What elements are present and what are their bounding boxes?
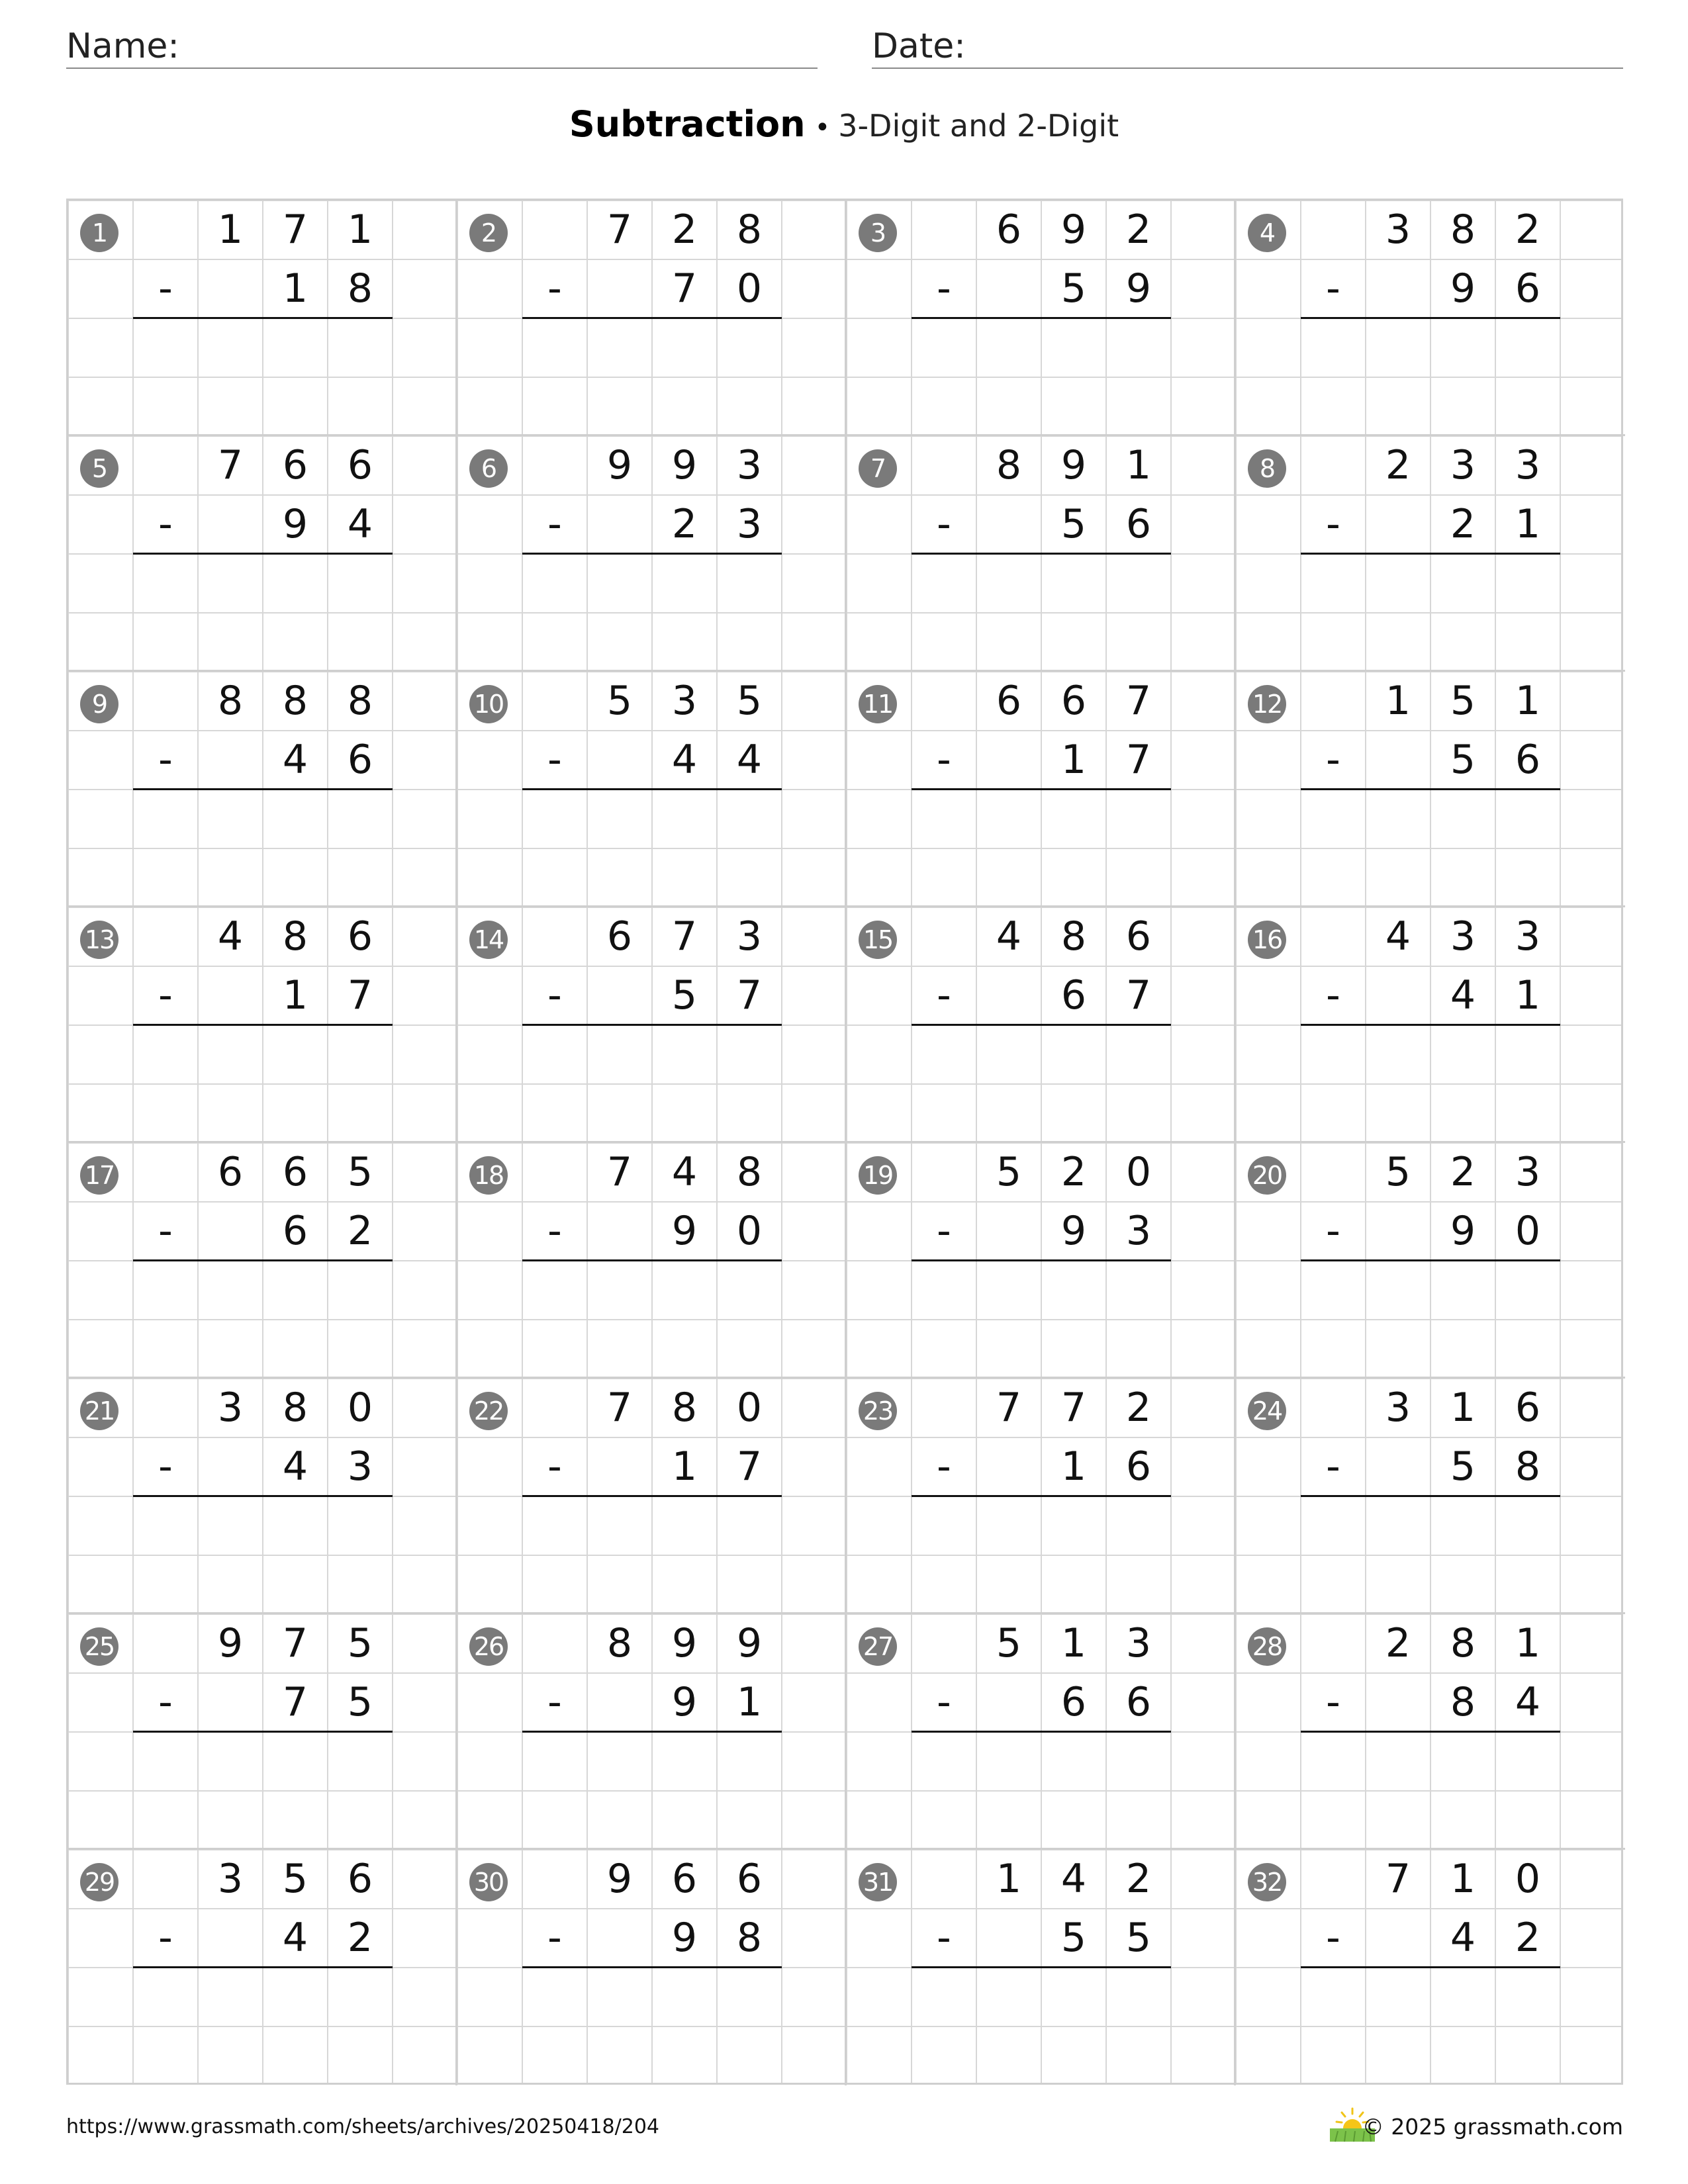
answer-line — [1301, 1024, 1560, 1026]
minuend-digit: 1 — [1515, 1620, 1541, 1666]
minuend-digit: 9 — [1060, 206, 1087, 253]
subtrahend-digit: 3 — [347, 1443, 373, 1490]
problem-10 — [457, 672, 847, 907]
minuend-digit: 7 — [606, 1149, 633, 1195]
minus-sign: - — [937, 737, 951, 783]
subtrahend-digit: 9 — [671, 1208, 698, 1254]
problem-32 — [1236, 1850, 1625, 2085]
minuend-digit: 6 — [736, 1856, 763, 1902]
problem-11 — [847, 672, 1236, 907]
problem-7 — [847, 436, 1236, 672]
minus-sign: - — [547, 1443, 562, 1490]
minus-sign: - — [158, 501, 173, 547]
problem-2 — [457, 201, 847, 436]
subtrahend-digit: 3 — [1125, 1208, 1152, 1254]
minuend-digit: 3 — [1515, 442, 1541, 488]
answer-line — [522, 553, 782, 555]
minuend-digit: 8 — [1450, 1620, 1476, 1666]
minuend-digit: 3 — [217, 1856, 244, 1902]
minuend-digit: 3 — [1515, 913, 1541, 960]
minus-sign: - — [158, 972, 173, 1019]
problem-number-badge: 31 — [859, 1863, 897, 1901]
minuend-digit: 7 — [1060, 1385, 1087, 1431]
minuend-digit: 0 — [1125, 1149, 1152, 1195]
minuend-digit: 7 — [1125, 678, 1152, 724]
minuend-digit: 6 — [1125, 913, 1152, 960]
minuend-digit: 7 — [282, 1620, 308, 1666]
problem-31 — [847, 1850, 1236, 2085]
problem-number-badge: 28 — [1248, 1627, 1286, 1666]
answer-line — [912, 317, 1171, 319]
problem-21 — [68, 1379, 457, 1614]
problem-number-badge: 17 — [80, 1156, 118, 1195]
minuend-digit: 5 — [736, 678, 763, 724]
minuend-digit: 8 — [671, 1385, 698, 1431]
subtrahend-digit: 7 — [736, 1443, 763, 1490]
minuend-digit: 7 — [1385, 1856, 1411, 1902]
minuend-digit: 1 — [1385, 678, 1411, 724]
problem-16 — [1236, 907, 1625, 1143]
minuend-digit: 5 — [1385, 1149, 1411, 1195]
minuend-digit: 9 — [1060, 442, 1087, 488]
subtrahend-digit: 5 — [1450, 1443, 1476, 1490]
minus-sign: - — [1326, 972, 1340, 1019]
subtrahend-digit: 6 — [347, 737, 373, 783]
problem-27 — [847, 1614, 1236, 1850]
minus-sign: - — [937, 1208, 951, 1254]
subtrahend-digit: 8 — [1515, 1443, 1541, 1490]
problem-number-badge: 24 — [1248, 1392, 1286, 1430]
subtrahend-digit: 4 — [736, 737, 763, 783]
minuend-digit: 4 — [217, 913, 244, 960]
subtrahend-digit: 1 — [736, 1679, 763, 1725]
subtrahend-digit: 6 — [1060, 1679, 1087, 1725]
minuend-digit: 3 — [1450, 913, 1476, 960]
worksheet-title — [0, 103, 1688, 145]
minus-sign: - — [937, 972, 951, 1019]
minuend-digit: 4 — [996, 913, 1022, 960]
problem-20 — [1236, 1143, 1625, 1379]
problem-3 — [847, 201, 1236, 436]
subtrahend-digit: 5 — [1060, 1915, 1087, 1961]
minuend-digit: 1 — [1450, 1856, 1476, 1902]
problem-number-badge: 22 — [469, 1392, 508, 1430]
subtrahend-digit: 5 — [1060, 265, 1087, 312]
minuend-digit: 6 — [996, 678, 1022, 724]
minuend-digit: 6 — [282, 1149, 308, 1195]
answer-line — [1301, 1495, 1560, 1497]
minuend-digit: 6 — [347, 442, 373, 488]
minus-sign: - — [937, 501, 951, 547]
answer-line — [522, 1966, 782, 1968]
problem-number-badge: 27 — [859, 1627, 897, 1666]
minus-sign: - — [158, 737, 173, 783]
problem-number-badge: 30 — [469, 1863, 508, 1901]
minuend-digit: 8 — [282, 1385, 308, 1431]
subtrahend-digit: 2 — [1450, 501, 1476, 547]
minus-sign: - — [1326, 1915, 1340, 1961]
minuend-digit: 2 — [1125, 206, 1152, 253]
subtrahend-digit: 0 — [736, 265, 763, 312]
minus-sign: - — [937, 1915, 951, 1961]
problem-number-badge: 9 — [80, 685, 118, 723]
subtrahend-digit: 7 — [1125, 972, 1152, 1019]
minus-sign: - — [937, 265, 951, 312]
answer-line — [522, 788, 782, 790]
minuend-digit: 4 — [671, 1149, 698, 1195]
answer-line — [1301, 553, 1560, 555]
problem-number-badge: 11 — [859, 685, 897, 723]
answer-line — [912, 1024, 1171, 1026]
minuend-digit: 8 — [736, 206, 763, 253]
subtrahend-digit: 4 — [282, 1443, 308, 1490]
minuend-digit: 8 — [347, 678, 373, 724]
problem-12 — [1236, 672, 1625, 907]
minuend-digit: 7 — [606, 206, 633, 253]
problem-19 — [847, 1143, 1236, 1379]
minuend-digit: 3 — [217, 1385, 244, 1431]
minuend-digit: 8 — [1450, 206, 1476, 253]
problem-number-badge: 18 — [469, 1156, 508, 1195]
minuend-digit: 2 — [1450, 1149, 1476, 1195]
answer-line — [133, 1024, 393, 1026]
subtrahend-digit: 7 — [347, 972, 373, 1019]
subtrahend-digit: 2 — [1515, 1915, 1541, 1961]
problem-26 — [457, 1614, 847, 1850]
minuend-digit: 2 — [1125, 1385, 1152, 1431]
minus-sign: - — [937, 1679, 951, 1725]
minus-sign: - — [937, 1443, 951, 1490]
date-field[interactable] — [872, 25, 1623, 69]
subtrahend-digit: 1 — [1060, 737, 1087, 783]
minuend-digit: 1 — [996, 1856, 1022, 1902]
problem-25 — [68, 1614, 457, 1850]
subtrahend-digit: 5 — [671, 972, 698, 1019]
minuend-digit: 8 — [1060, 913, 1087, 960]
problem-number-badge: 21 — [80, 1392, 118, 1430]
problem-17 — [68, 1143, 457, 1379]
minus-sign: - — [1326, 1679, 1340, 1725]
problem-4 — [1236, 201, 1625, 436]
subtrahend-digit: 4 — [282, 1915, 308, 1961]
minuend-digit: 0 — [347, 1385, 373, 1431]
problem-number-badge: 16 — [1248, 921, 1286, 959]
minuend-digit: 8 — [217, 678, 244, 724]
minuend-digit: 9 — [736, 1620, 763, 1666]
minuend-digit: 8 — [996, 442, 1022, 488]
answer-line — [133, 788, 393, 790]
minuend-digit: 8 — [736, 1149, 763, 1195]
problem-number-badge: 23 — [859, 1392, 897, 1430]
subtrahend-digit: 9 — [1125, 265, 1152, 312]
minuend-digit: 7 — [217, 442, 244, 488]
answer-line — [912, 1259, 1171, 1261]
problem-6 — [457, 436, 847, 672]
minuend-digit: 3 — [671, 678, 698, 724]
minuend-digit: 6 — [217, 1149, 244, 1195]
problem-number-badge: 10 — [469, 685, 508, 723]
answer-line — [522, 1731, 782, 1733]
subtrahend-digit: 6 — [1060, 972, 1087, 1019]
subtrahend-digit: 8 — [736, 1915, 763, 1961]
minuend-digit: 3 — [1385, 206, 1411, 253]
minuend-digit: 1 — [217, 206, 244, 253]
minuend-digit: 5 — [996, 1149, 1022, 1195]
minus-sign: - — [1326, 1443, 1340, 1490]
footer-copyright: © 2025 grassmath.com — [1362, 2114, 1623, 2140]
minuend-digit: 1 — [1515, 678, 1541, 724]
subtrahend-digit: 9 — [1450, 1208, 1476, 1254]
problem-28 — [1236, 1614, 1625, 1850]
minuend-digit: 3 — [736, 913, 763, 960]
minuend-digit: 7 — [282, 206, 308, 253]
problem-number-badge: 32 — [1248, 1863, 1286, 1901]
subtrahend-digit: 7 — [736, 972, 763, 1019]
problem-number-badge: 2 — [469, 214, 508, 252]
minuend-digit: 7 — [996, 1385, 1022, 1431]
title-main: Subtraction — [569, 103, 806, 145]
problem-9 — [68, 672, 457, 907]
minuend-digit: 6 — [1060, 678, 1087, 724]
problem-number-badge: 7 — [859, 449, 897, 488]
minuend-digit: 2 — [1515, 206, 1541, 253]
minuend-digit: 6 — [282, 442, 308, 488]
answer-line — [1301, 1731, 1560, 1733]
date-label: Date: — [872, 26, 966, 66]
minuend-digit: 6 — [347, 913, 373, 960]
minuend-digit: 9 — [671, 442, 698, 488]
minuend-digit: 7 — [671, 913, 698, 960]
minus-sign: - — [158, 265, 173, 312]
minuend-digit: 4 — [1060, 1856, 1087, 1902]
minuend-digit: 5 — [1450, 678, 1476, 724]
subtrahend-digit: 1 — [1515, 501, 1541, 547]
problem-number-badge: 8 — [1248, 449, 1286, 488]
subtrahend-digit: 5 — [1450, 737, 1476, 783]
minus-sign: - — [158, 1915, 173, 1961]
answer-line — [133, 1731, 393, 1733]
minuend-digit: 2 — [1385, 1620, 1411, 1666]
problem-number-badge: 26 — [469, 1627, 508, 1666]
minus-sign: - — [547, 737, 562, 783]
minus-sign: - — [158, 1443, 173, 1490]
minuend-digit: 6 — [671, 1856, 698, 1902]
subtrahend-digit: 9 — [1450, 265, 1476, 312]
problem-22 — [457, 1379, 847, 1614]
minuend-digit: 5 — [347, 1149, 373, 1195]
problem-number-badge: 3 — [859, 214, 897, 252]
subtrahend-digit: 9 — [671, 1679, 698, 1725]
subtrahend-digit: 6 — [1125, 1679, 1152, 1725]
minus-sign: - — [547, 1208, 562, 1254]
minuend-digit: 6 — [996, 206, 1022, 253]
minus-sign: - — [1326, 737, 1340, 783]
subtrahend-digit: 4 — [282, 737, 308, 783]
problem-5 — [68, 436, 457, 672]
subtrahend-digit: 7 — [671, 265, 698, 312]
minuend-digit: 0 — [1515, 1856, 1541, 1902]
minuend-digit: 1 — [1450, 1385, 1476, 1431]
problem-number-badge: 4 — [1248, 214, 1286, 252]
subtrahend-digit: 5 — [1060, 501, 1087, 547]
answer-line — [522, 1259, 782, 1261]
minuend-digit: 7 — [606, 1385, 633, 1431]
subtrahend-digit: 0 — [736, 1208, 763, 1254]
answer-line — [912, 1966, 1171, 1968]
problem-number-badge: 13 — [80, 921, 118, 959]
minuend-digit: 9 — [606, 442, 633, 488]
minuend-digit: 6 — [1515, 1385, 1541, 1431]
answer-line — [912, 1495, 1171, 1497]
subtrahend-digit: 5 — [347, 1679, 373, 1725]
minuend-digit: 5 — [606, 678, 633, 724]
answer-line — [133, 1495, 393, 1497]
subtrahend-digit: 6 — [1515, 265, 1541, 312]
minus-sign: - — [1326, 1208, 1340, 1254]
subtrahend-digit: 2 — [347, 1915, 373, 1961]
answer-line — [133, 1259, 393, 1261]
problem-1 — [68, 201, 457, 436]
problem-24 — [1236, 1379, 1625, 1614]
minuend-digit: 3 — [1515, 1149, 1541, 1195]
name-field[interactable] — [66, 25, 818, 69]
problem-14 — [457, 907, 847, 1143]
minus-sign: - — [547, 1679, 562, 1725]
problem-13 — [68, 907, 457, 1143]
problem-number-badge: 12 — [1248, 685, 1286, 723]
answer-line — [1301, 317, 1560, 319]
minus-sign: - — [158, 1679, 173, 1725]
problem-29 — [68, 1850, 457, 2085]
subtrahend-digit: 1 — [282, 972, 308, 1019]
minuend-digit: 9 — [606, 1856, 633, 1902]
problem-30 — [457, 1850, 847, 2085]
minuend-digit: 6 — [347, 1856, 373, 1902]
minuend-digit: 9 — [217, 1620, 244, 1666]
minus-sign: - — [1326, 501, 1340, 547]
subtrahend-digit: 4 — [1450, 972, 1476, 1019]
minuend-digit: 3 — [1385, 1385, 1411, 1431]
subtrahend-digit: 9 — [671, 1915, 698, 1961]
subtrahend-digit: 7 — [282, 1679, 308, 1725]
subtrahend-digit: 6 — [282, 1208, 308, 1254]
minuend-digit: 1 — [1060, 1620, 1087, 1666]
problem-number-badge: 19 — [859, 1156, 897, 1195]
minuend-digit: 3 — [1450, 442, 1476, 488]
problem-number-badge: 25 — [80, 1627, 118, 1666]
answer-line — [912, 553, 1171, 555]
subtrahend-digit: 6 — [1125, 1443, 1152, 1490]
subtrahend-digit: 4 — [1450, 1915, 1476, 1961]
minuend-digit: 2 — [1385, 442, 1411, 488]
problem-number-badge: 14 — [469, 921, 508, 959]
minuend-digit: 4 — [1385, 913, 1411, 960]
problem-number-badge: 15 — [859, 921, 897, 959]
answer-line — [522, 317, 782, 319]
subtrahend-digit: 9 — [1060, 1208, 1087, 1254]
minuend-digit: 2 — [671, 206, 698, 253]
answer-line — [133, 553, 393, 555]
subtrahend-digit: 4 — [347, 501, 373, 547]
minuend-digit: 5 — [282, 1856, 308, 1902]
subtrahend-digit: 6 — [1125, 501, 1152, 547]
minuend-digit: 3 — [736, 442, 763, 488]
minuend-digit: 8 — [606, 1620, 633, 1666]
answer-line — [1301, 1259, 1560, 1261]
answer-line — [912, 788, 1171, 790]
subtrahend-digit: 0 — [1515, 1208, 1541, 1254]
title-subtitle: 3-Digit and 2-Digit — [838, 108, 1119, 144]
problem-number-badge: 5 — [80, 449, 118, 488]
subtrahend-digit: 1 — [1515, 972, 1541, 1019]
subtrahend-digit: 6 — [1515, 737, 1541, 783]
problem-number-badge: 6 — [469, 449, 508, 488]
name-label: Name: — [66, 26, 179, 66]
minuend-digit: 9 — [671, 1620, 698, 1666]
answer-line — [1301, 1966, 1560, 1968]
minuend-digit: 6 — [606, 913, 633, 960]
minus-sign: - — [1326, 265, 1340, 312]
problem-number-badge: 20 — [1248, 1156, 1286, 1195]
footer-url: https://www.grassmath.com/sheets/archives/20250418/204 — [66, 2115, 660, 2138]
subtrahend-digit: 7 — [1125, 737, 1152, 783]
minuend-digit: 5 — [996, 1620, 1022, 1666]
subtrahend-digit: 1 — [282, 265, 308, 312]
minuend-digit: 8 — [282, 678, 308, 724]
subtrahend-digit: 9 — [282, 501, 308, 547]
subtrahend-digit: 1 — [1060, 1443, 1087, 1490]
minuend-digit: 2 — [1125, 1856, 1152, 1902]
problem-8 — [1236, 436, 1625, 672]
minus-sign: - — [547, 265, 562, 312]
minus-sign: - — [547, 1915, 562, 1961]
answer-line — [1301, 788, 1560, 790]
minuend-digit: 5 — [347, 1620, 373, 1666]
problem-15 — [847, 907, 1236, 1143]
title-separator: • — [814, 113, 831, 143]
problem-18 — [457, 1143, 847, 1379]
problem-number-badge: 1 — [80, 214, 118, 252]
minus-sign: - — [547, 972, 562, 1019]
problem-number-badge: 29 — [80, 1863, 118, 1901]
subtrahend-digit: 1 — [671, 1443, 698, 1490]
minuend-digit: 1 — [1125, 442, 1152, 488]
answer-line — [133, 317, 393, 319]
subtrahend-digit: 5 — [1125, 1915, 1152, 1961]
answer-line — [133, 1966, 393, 1968]
answer-line — [522, 1495, 782, 1497]
minuend-digit: 3 — [1125, 1620, 1152, 1666]
problem-grid — [66, 199, 1623, 2085]
minuend-digit: 1 — [347, 206, 373, 253]
minuend-digit: 2 — [1060, 1149, 1087, 1195]
subtrahend-digit: 8 — [1450, 1679, 1476, 1725]
answer-line — [912, 1731, 1171, 1733]
subtrahend-digit: 2 — [671, 501, 698, 547]
subtrahend-digit: 4 — [1515, 1679, 1541, 1725]
minuend-digit: 0 — [736, 1385, 763, 1431]
subtrahend-digit: 4 — [671, 737, 698, 783]
minuend-digit: 8 — [282, 913, 308, 960]
subtrahend-digit: 2 — [347, 1208, 373, 1254]
subtrahend-digit: 3 — [736, 501, 763, 547]
answer-line — [522, 1024, 782, 1026]
minus-sign: - — [158, 1208, 173, 1254]
subtrahend-digit: 8 — [347, 265, 373, 312]
minus-sign: - — [547, 501, 562, 547]
problem-23 — [847, 1379, 1236, 1614]
